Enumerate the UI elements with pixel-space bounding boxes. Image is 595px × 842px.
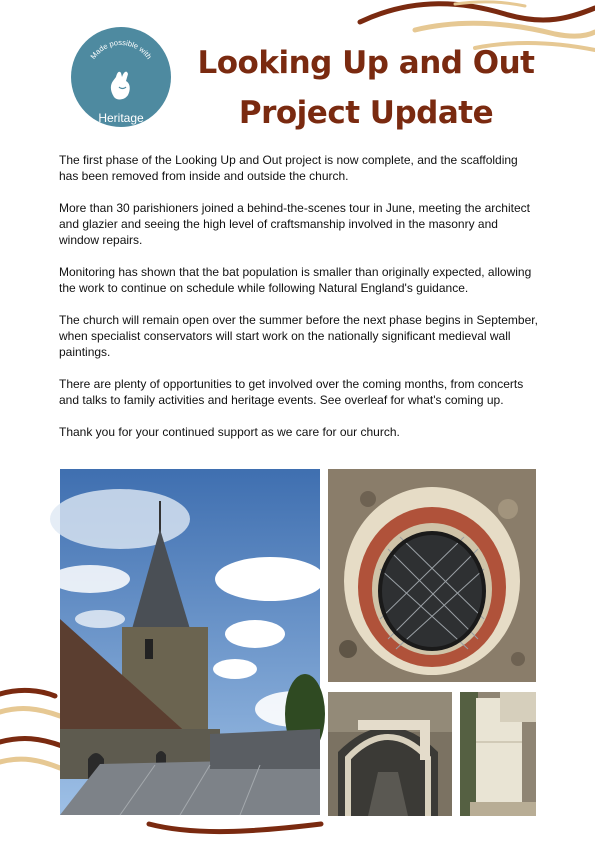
arch-stonework-photo bbox=[328, 692, 452, 816]
crossed-fingers-icon bbox=[106, 67, 136, 101]
logo-name-line2: Fund bbox=[107, 126, 135, 140]
paragraph: The first phase of the Looking Up and Out project is now complete, and the scaffolding has been removed from inside and outside the church. bbox=[59, 153, 518, 183]
page-title-line2: Project Update bbox=[238, 95, 494, 131]
paragraph: There are plenty of opportunities to get involved over the coming months, from concerts and talks to family activities and heritage events. See overleaf for what's coming up. bbox=[59, 377, 524, 407]
round-window-photo bbox=[328, 469, 536, 682]
logo-name-line1: Heritage bbox=[98, 111, 144, 125]
paragraph: Thank you for your continued support as we care for our church. bbox=[59, 425, 400, 439]
paragraph: The church will remain open over the summer before the next phase begins in September, when specialist conservators will start work on the nationally significant medieval wall paintings. bbox=[59, 313, 538, 359]
paragraph: More than 30 parishioners joined a behind-the-scenes tour in June, meeting the architect and glazier and seeing the high level of craftsmanship involved in the masonry and window repairs. bbox=[59, 201, 530, 247]
svg-text:Made possible with: Made possible with bbox=[88, 37, 154, 61]
decorative-wave-bottom bbox=[145, 818, 325, 838]
page-title bbox=[186, 38, 546, 138]
paragraph: Monitoring has shown that the bat population is smaller than originally expected, allowing the work to continue on schedule while following Natural England's guidance. bbox=[59, 265, 532, 295]
stone-block-photo bbox=[460, 692, 536, 816]
church-tower-photo bbox=[60, 469, 320, 815]
page-title-line1: Looking Up and Out bbox=[197, 45, 535, 81]
heritage-fund-logo bbox=[71, 27, 171, 140]
article-body bbox=[59, 152, 539, 456]
